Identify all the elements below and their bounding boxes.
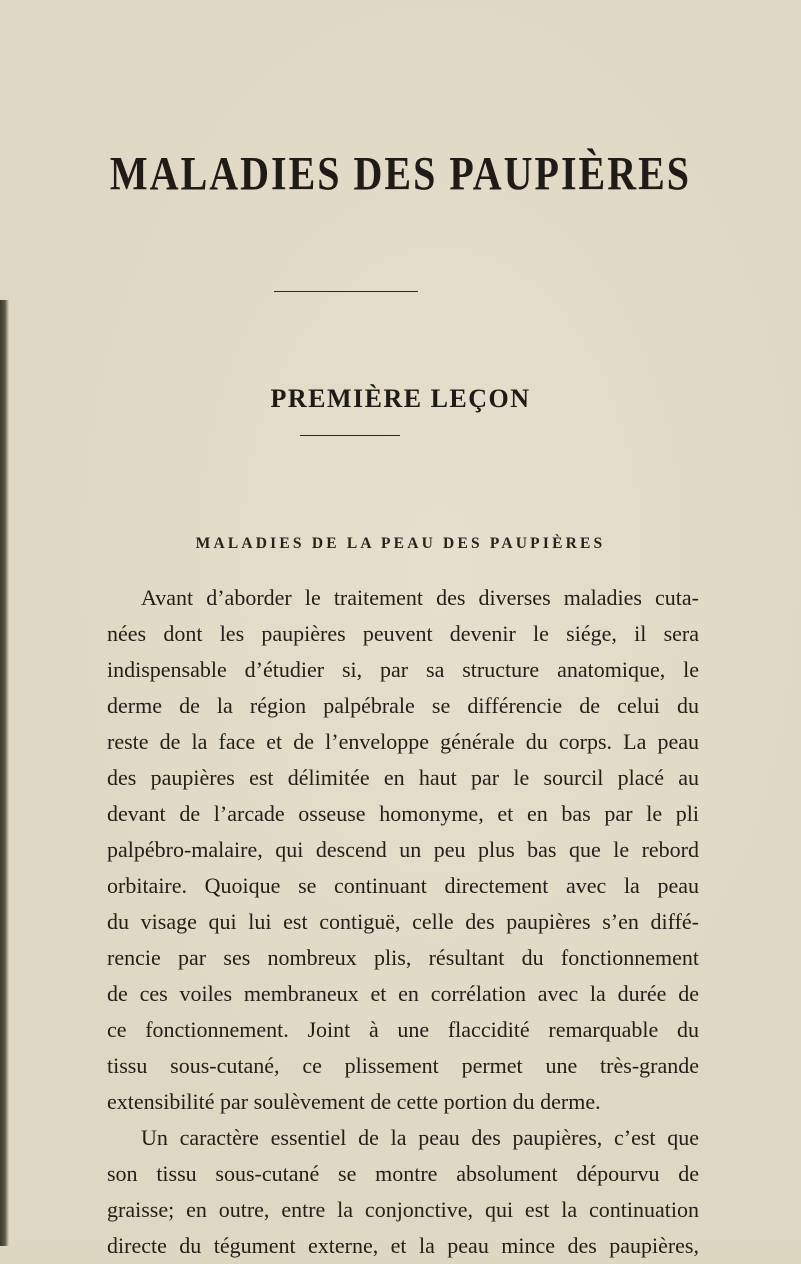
text-line: son tissu sous-cutané se montre absolument dépourvu de <box>107 1161 699 1186</box>
text-line: ce fonctionnement. Joint à une flaccidité remarquable du <box>107 1017 699 1042</box>
text-line: orbitaire. Quoique se continuant directement avec la peau <box>107 873 699 898</box>
text-line: extensibilité par soulèvement de cette portion du derme. <box>107 1089 601 1114</box>
lesson-title: PREMIÈRE LEÇON <box>270 384 531 413</box>
text-line: du visage qui lui est contiguë, celle des paupières s’en diffé- <box>107 909 699 934</box>
text-line: des paupières est délimitée en haut par le sourcil placé au <box>107 765 699 790</box>
text-line: devant de l’arcade osseuse homonyme, et en bas par le pli <box>107 801 699 826</box>
text-line: graisse; en outre, entre la conjonctive, qui est la continuation <box>107 1197 699 1222</box>
text-line: indispensable d’étudier si, par sa structure anatomique, le <box>107 657 699 682</box>
text-line: tissu sous-cutané, ce plissement permet une très-grande <box>107 1053 699 1078</box>
text-line: derme de la région palpébrale se différencie de celui du <box>107 693 699 718</box>
lesson-divider <box>300 435 400 436</box>
page-binding-edge <box>0 300 9 1246</box>
text-line: rencie par ses nombreux plis, résultant du fonctionnement <box>107 945 699 970</box>
text-line: directe du tégument externe, et la peau mince des paupières, <box>107 1233 699 1258</box>
section-title: MALADIES DE LA PEAU DES PAUPIÈRES <box>195 535 606 552</box>
text-line: Un caractère essentiel de la peau des paupières, c’est que <box>141 1125 699 1150</box>
text-line: nées dont les paupières peuvent devenir le siége, il sera <box>107 621 699 646</box>
text-line: reste de la face et de l’enveloppe générale du corps. La peau <box>107 729 699 754</box>
title-divider <box>274 291 418 292</box>
body-text <box>107 580 699 1264</box>
text-line: Avant d’aborder le traitement des diverses maladies cuta- <box>141 585 699 610</box>
chapter-title: MALADIES DES PAUPIÈRES <box>109 147 692 201</box>
text-line: de ces voiles membraneux et en corrélation avec la durée de <box>107 981 699 1006</box>
text-line: palpébro-malaire, qui descend un peu plus bas que le rebord <box>107 837 699 862</box>
